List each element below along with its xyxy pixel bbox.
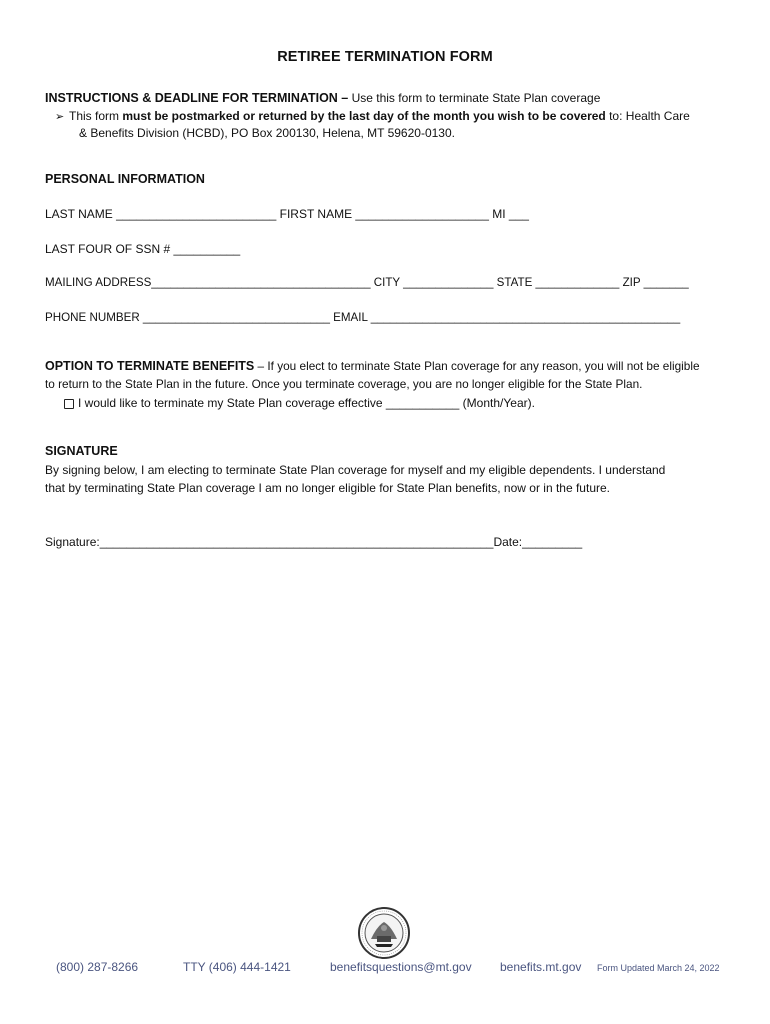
form-title: RETIREE TERMINATION FORM (277, 49, 493, 65)
option-line-1 (45, 358, 700, 374)
form-updated-date: Form Updated March 24, 2022 (597, 963, 720, 973)
instructions-line (45, 90, 600, 106)
instructions-heading: INSTRUCTIONS & DEADLINE FOR TERMINATION – (45, 91, 349, 105)
option-line-2: to return to the State Plan in the future. Once you terminate coverage, you are no longer eligible for the State Plan. (45, 377, 643, 391)
option-heading: OPTION TO TERMINATE BENEFITS (45, 359, 255, 373)
terminate-checkbox-label: I would like to terminate my State Plan coverage effective ___________ (Month/Year). (78, 396, 535, 410)
signature-heading: SIGNATURE (45, 444, 118, 458)
instructions-address: & Benefits Division (HCBD), PO Box 200130, Helena, MT 59620-0130. (79, 126, 455, 140)
footer-tty[interactable]: TTY (406) 444-1421 (183, 960, 291, 974)
personal-info-heading: PERSONAL INFORMATION (45, 172, 205, 186)
name-row[interactable]: LAST NAME ________________________ FIRST NAME ____________________ MI ___ (45, 207, 529, 221)
terminate-checkbox[interactable] (64, 399, 74, 409)
instructions-heading-text: Use this form to terminate State Plan coverage (348, 91, 601, 105)
address-row[interactable]: MAILING ADDRESS__________________________________ CITY ______________ STATE _____________ ZIP _______ (45, 276, 689, 289)
arrow-bullet-icon: ➢ (55, 111, 65, 123)
instructions-bullet (55, 108, 690, 125)
bullet-text-bold: must be postmarked or returned by the last day of the month you wish to be covered (122, 109, 606, 123)
option-text-1: – If you elect to terminate State Plan coverage for any reason, you will not be eligible (254, 359, 700, 373)
phone-email-row[interactable]: PHONE NUMBER _____________________________ EMAIL ________________________________________________ (45, 311, 681, 324)
signature-date-line[interactable]: Signature:___________________________________________________________Date:_________ (45, 535, 583, 549)
footer-website-link[interactable]: benefits.mt.gov (500, 960, 582, 974)
bullet-text-pre: This form (69, 109, 123, 123)
signature-text-1: By signing below, I am electing to terminate State Plan coverage for myself and my eligible dependents. I understand (45, 463, 666, 477)
state-seal-icon (357, 906, 411, 960)
terminate-checkbox-row[interactable] (64, 395, 535, 411)
bullet-text-post: to: Health Care (605, 109, 690, 123)
footer-phone[interactable]: (800) 287-8266 (56, 960, 139, 974)
ssn-row[interactable]: LAST FOUR OF SSN # __________ (45, 242, 241, 256)
signature-text-2: that by terminating State Plan coverage I am no longer eligible for State Plan benefits, now or in the future. (45, 481, 610, 495)
footer-email-link[interactable]: benefitsquestions@mt.gov (330, 960, 472, 974)
